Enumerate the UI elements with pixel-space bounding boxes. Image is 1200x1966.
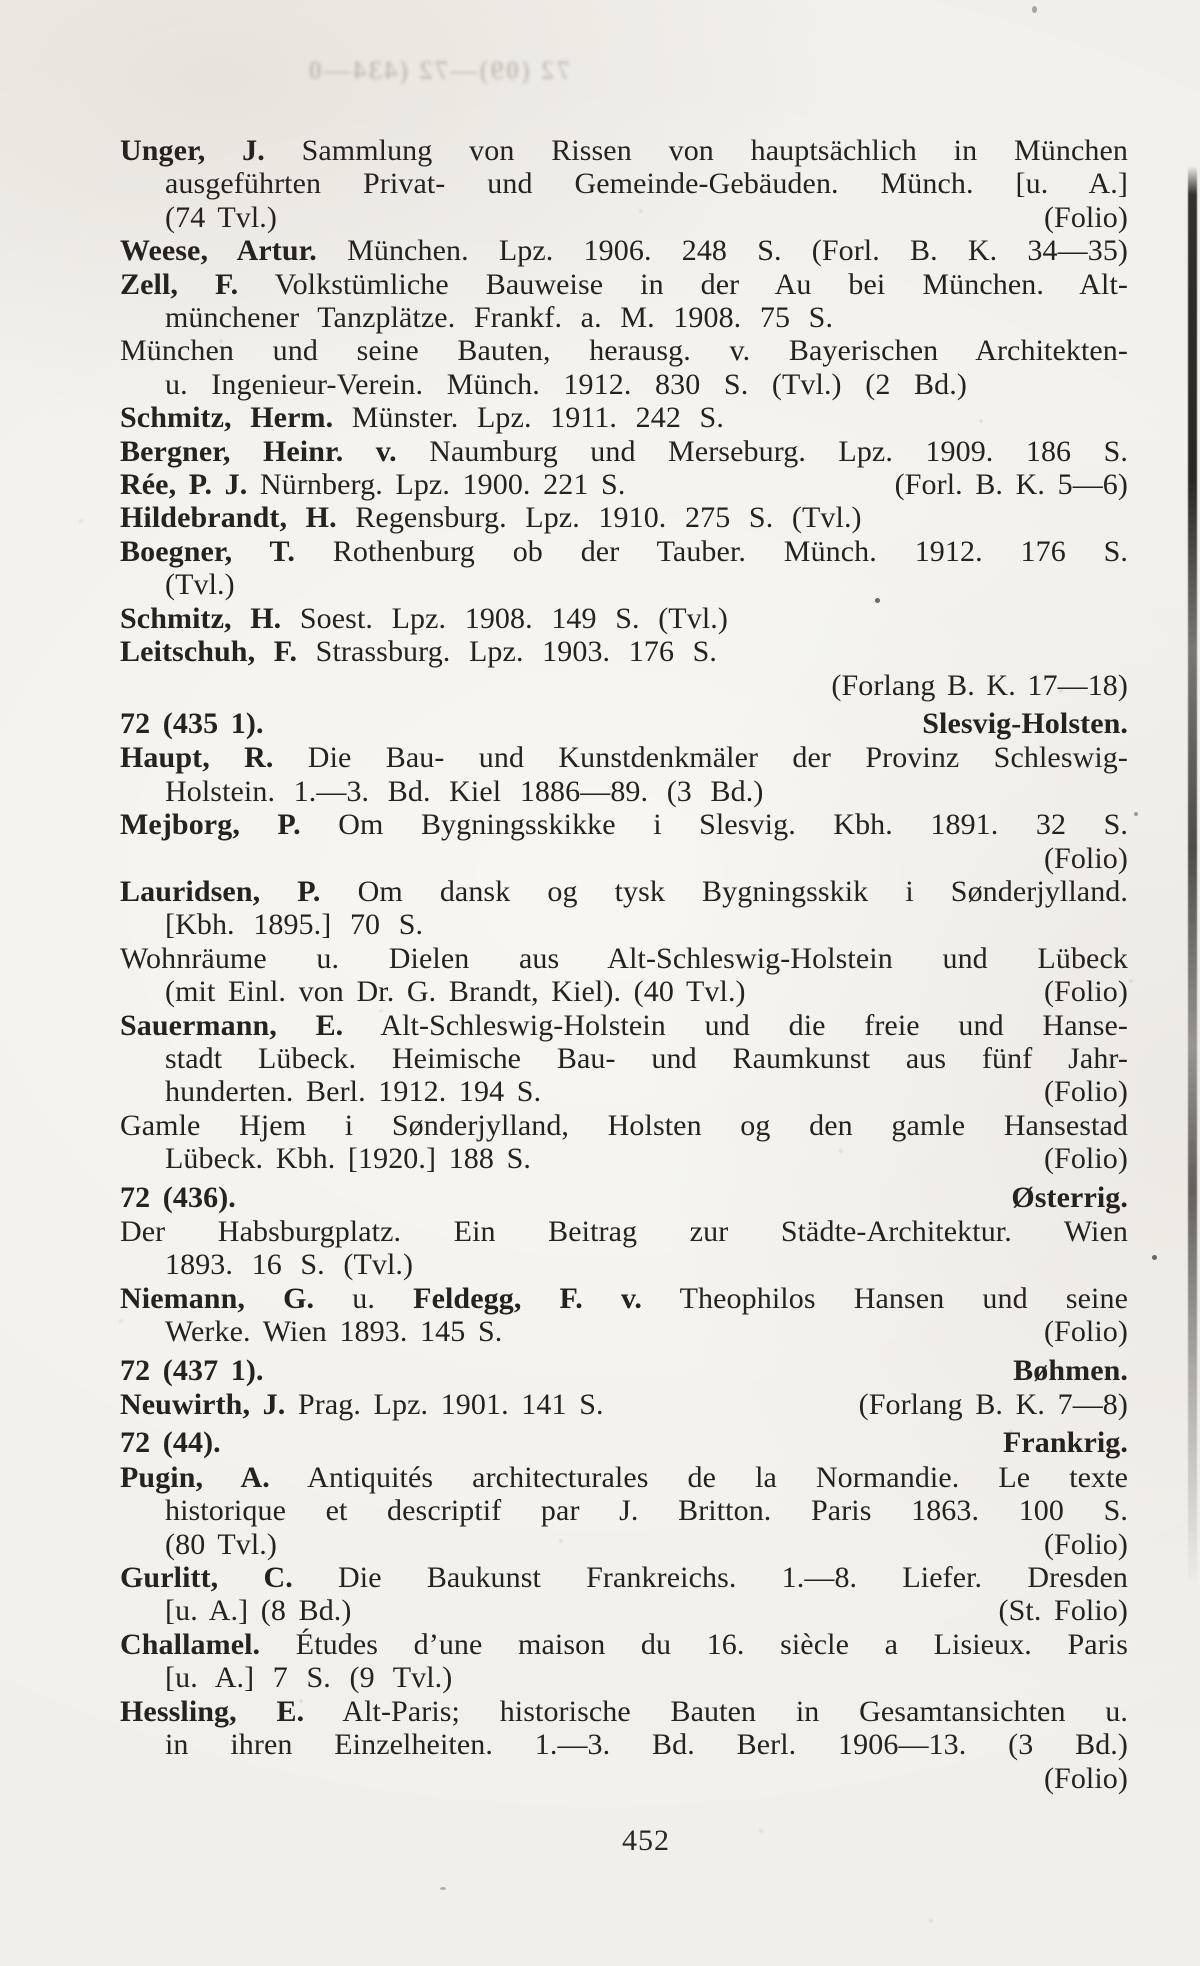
author-name: Gurlitt, C. — [120, 1561, 293, 1595]
entry-leitschuh-line-1 — [120, 635, 1128, 668]
entry-habsburgplatz-line-1 — [120, 1215, 1128, 1248]
entry-unger-line-2 — [120, 167, 1128, 200]
entry-text: (mit Einl. von Dr. G. Brandt, Kiel). (40 Tvl.) — [165, 975, 746, 1009]
section-boehmen — [120, 1354, 1128, 1387]
format-note: (Forl. B. K. 5—6) — [894, 468, 1128, 502]
entry-mejborg-line-1 — [120, 808, 1128, 841]
entry-lauridsen-line-1 — [120, 875, 1128, 908]
entry-text: Die Bau- und Kunstdenkmäler der Provinz Schleswig- — [273, 741, 1128, 775]
format-note: (Folio) — [1043, 1527, 1128, 1561]
scan-edge-artifact — [1188, 166, 1197, 1586]
entry-gamle-hjem-line-2 — [120, 1142, 1128, 1175]
format-note: (Folio) — [1043, 1315, 1128, 1349]
entry-pugin-line-3 — [120, 1528, 1128, 1561]
entry-text: Werke. Wien 1893. 145 S. — [165, 1315, 503, 1349]
author-name: Boegner, T. — [120, 534, 295, 568]
entry-text: Rothenburg ob der Tauber. Münch. 1912. 176 S. — [294, 534, 1129, 568]
author-name: Feldegg, F. v. — [413, 1281, 643, 1315]
section-region-label: Frankrig. — [1002, 1426, 1128, 1460]
entry-challamel-line-2 — [120, 1661, 1128, 1694]
author-name: Zell, F. — [120, 267, 239, 301]
line-left-part — [165, 1528, 277, 1561]
line-left-part — [120, 707, 264, 740]
entry-text: Regensburg. Lpz. 1910. 275 S. (Tvl.) — [336, 501, 862, 535]
entry-hessling-line-1 — [120, 1695, 1128, 1728]
entry-wohnraeume-line-2 — [120, 975, 1128, 1008]
format-note: (Folio) — [1043, 200, 1128, 234]
entry-text: ausgeführten Privat- und Gemeinde-Gebäuden. Münch. [u. A.] — [165, 167, 1128, 201]
entry-hessling-line-2 — [120, 1728, 1128, 1761]
entry-text: Prag. Lpz. 1901. 141 S. — [285, 1388, 604, 1422]
entry-unger-line-3 — [120, 201, 1128, 234]
entry-text: (Folio) — [1043, 841, 1128, 875]
section-shelfmark: 72 (435 1). — [120, 706, 264, 740]
section-region-label: Slesvig-Holsten. — [922, 706, 1128, 740]
entry-text: Der Habsburgplatz. Ein Beitrag zur Städte-Architektur. Wien — [120, 1215, 1128, 1248]
line-left-part — [165, 975, 746, 1008]
scan-speck — [1032, 6, 1037, 13]
author-name: Hildebrandt, H. — [120, 501, 337, 535]
section-region-label: Østerrig. — [1011, 1180, 1128, 1214]
entry-lauridsen-line-2 — [120, 908, 1128, 941]
entry-challamel-line-1 — [120, 1628, 1128, 1661]
entry-text: (Folio) — [1043, 1761, 1128, 1795]
section-region-label: Bøhmen. — [1013, 1353, 1128, 1387]
line-left-part — [165, 201, 277, 234]
author-name: Lauridsen, P. — [120, 874, 321, 908]
format-note: (Folio) — [1043, 1075, 1128, 1109]
entry-text: Sammlung von Rissen von hauptsächlich in München — [264, 134, 1128, 167]
entry-text: Om dansk og tysk Bygningsskik i Sønderjylland. — [320, 874, 1129, 908]
entry-text: Nürnberg. Lpz. 1900. 221 S. — [247, 468, 626, 502]
entry-text: Volkstümliche Bauweise in der Au bei München. Alt- — [238, 267, 1128, 301]
entry-neuwirth — [120, 1388, 1128, 1421]
author-name: Weese, Artur. — [120, 234, 317, 268]
entry-niemann-line-2 — [120, 1315, 1128, 1348]
scan-speck — [1152, 1255, 1157, 1260]
author-name: Leitschuh, F. — [120, 635, 298, 669]
author-name: Pugin, A. — [120, 1460, 270, 1494]
entry-wohnraeume-line-1 — [120, 942, 1128, 975]
entry-text: Münster. Lpz. 1911. 242 S. — [333, 401, 724, 435]
entry-gurlitt-line-1 — [120, 1561, 1128, 1594]
line-left-part — [120, 1181, 236, 1214]
entry-text: (Tvl.) — [165, 568, 235, 602]
author-name: Haupt, R. — [120, 741, 274, 775]
entry-haupt-line-1 — [120, 741, 1128, 774]
author-name: Neuwirth, J. — [120, 1388, 286, 1422]
format-note: (Folio) — [1043, 1142, 1128, 1176]
entry-text: Holstein. 1.—3. Bd. Kiel 1886—89. (3 Bd.) — [165, 774, 764, 808]
author-name: Schmitz, H. — [120, 601, 282, 635]
format-note: (Forlang B. K. 7—8) — [858, 1388, 1128, 1422]
entry-hessling-line-3 — [120, 1762, 1128, 1795]
author-name: Unger, J. — [120, 134, 265, 167]
author-name: Schmitz, Herm. — [120, 401, 334, 435]
scan-speck — [1134, 812, 1138, 816]
entry-text: historique et descriptif par J. Britton. Paris 1863. 100 S. — [165, 1494, 1128, 1528]
entry-schmitz-herm — [120, 401, 1128, 434]
entry-sauermann-line-1 — [120, 1009, 1128, 1042]
entry-text: 1893. 16 S. (Tvl.) — [165, 1248, 414, 1282]
entry-muenchen-bauten-line-1 — [120, 334, 1128, 367]
entry-niemann-line-1 — [120, 1282, 1128, 1315]
entry-bergner — [120, 435, 1128, 468]
author-name: Mejborg, P. — [120, 808, 301, 842]
entry-schmitz-h — [120, 602, 1128, 635]
entry-text: München. Lpz. 1906. 248 S. (Forl. B. K. 34—35) — [316, 234, 1129, 268]
entry-text: Soest. Lpz. 1908. 149 S. (Tvl.) — [281, 601, 728, 635]
entry-text: Gamle Hjem i Sønderjylland, Holsten og den gamle Hansestad — [120, 1108, 1128, 1142]
entry-boegner-line-1 — [120, 535, 1128, 568]
line-left-part — [120, 1388, 604, 1421]
entry-weese — [120, 234, 1128, 267]
entry-pugin-line-1 — [120, 1461, 1128, 1494]
entry-sauermann-line-3 — [120, 1075, 1128, 1108]
entry-text: (74 Tvl.) — [165, 200, 277, 234]
scan-speck — [875, 598, 880, 603]
author-name: Challamel. — [120, 1627, 261, 1661]
entry-text: [Kbh. 1895.] 70 S. — [165, 908, 424, 942]
entry-text: Antiquités architecturales de la Normandie. Le texte — [269, 1460, 1128, 1494]
section-shelfmark: 72 (437 1). — [120, 1353, 264, 1387]
page-text — [120, 134, 1128, 1795]
entry-hildebrandt — [120, 501, 1128, 534]
entry-zell-line-1 — [120, 268, 1128, 301]
entry-text: Alt-Schleswig-Holstein und die freie und Hanse- — [343, 1008, 1128, 1042]
paper-noise — [0, 0, 2, 2]
format-note: (St. Folio) — [998, 1594, 1128, 1628]
scan-speck — [440, 1887, 446, 1890]
page-number: 452 — [622, 1824, 670, 1857]
entry-ree — [120, 468, 1128, 501]
entry-text: u. — [314, 1281, 414, 1315]
line-left-part — [165, 1075, 541, 1108]
entry-text: u. Ingenieur-Verein. Münch. 1912. 830 S. (Tvl.) (2 Bd.) — [165, 367, 967, 401]
line-left-part — [165, 1594, 351, 1627]
entry-text: stadt Lübeck. Heimische Bau- und Raumkunst aus fünf Jahr- — [165, 1041, 1128, 1075]
entry-text: Alt-Paris; historische Bauten in Gesamtansichten u. — [304, 1694, 1128, 1728]
line-left-part — [165, 1315, 502, 1348]
entry-text: Die Baukunst Frankreichs. 1.—8. Liefer. Dresden — [292, 1561, 1128, 1595]
format-note: (Folio) — [1043, 975, 1128, 1009]
entry-leitschuh-line-2 — [120, 669, 1128, 702]
section-oesterrig — [120, 1181, 1128, 1214]
entry-zell-line-2 — [120, 301, 1128, 334]
entry-text: münchener Tanzplätze. Frankf. a. M. 1908. 75 S. — [165, 301, 834, 335]
author-name: Rée, P. J. — [120, 468, 248, 502]
author-name: Hessling, E. — [120, 1694, 305, 1728]
entry-muenchen-bauten-line-2 — [120, 368, 1128, 401]
entry-text: in ihren Einzelheiten. 1.—3. Bd. Berl. 1906—13. (3 Bd.) — [165, 1728, 1128, 1762]
line-left-part — [165, 1142, 531, 1175]
section-frankrig — [120, 1426, 1128, 1459]
entry-text: Theophilos Hansen und seine — [642, 1281, 1129, 1315]
entry-text: [u. A.] (8 Bd.) — [165, 1594, 352, 1628]
author-name: Bergner, Heinr. v. — [120, 434, 397, 468]
entry-habsburgplatz-line-2 — [120, 1248, 1128, 1281]
entry-boegner-line-2 — [120, 568, 1128, 601]
entry-text: [u. A.] 7 S. (9 Tvl.) — [165, 1661, 453, 1695]
author-name: Niemann, G. — [120, 1281, 315, 1315]
ghost-bleedthrough-text: 72 (09)—72 (434—0 — [306, 55, 570, 85]
entry-text: Om Bygningsskikke i Slesvig. Kbh. 1891. 32 S. — [300, 808, 1128, 842]
author-name: Sauermann, E. — [120, 1008, 344, 1042]
section-slesvig-holsten — [120, 707, 1128, 740]
entry-gamle-hjem-line-1 — [120, 1109, 1128, 1142]
line-left-part — [120, 468, 625, 501]
entry-pugin-line-2 — [120, 1494, 1128, 1527]
entry-unger-line-1 — [120, 134, 1128, 167]
entry-text: Études d’une maison du 16. siècle a Lisieux. Paris — [260, 1627, 1128, 1661]
entry-text: München und seine Bauten, herausg. v. Bayerischen Architekten- — [120, 334, 1128, 368]
entry-text: Strassburg. Lpz. 1903. 176 S. — [297, 635, 718, 669]
entry-sauermann-line-2 — [120, 1042, 1128, 1075]
entry-text: (Forlang B. K. 17—18) — [831, 668, 1128, 702]
entry-text: (80 Tvl.) — [165, 1527, 277, 1561]
entry-text: Wohnräume u. Dielen aus Alt-Schleswig-Holstein und Lübeck — [120, 941, 1128, 975]
section-shelfmark: 72 (44). — [120, 1426, 221, 1460]
entry-text: Lübeck. Kbh. [1920.] 188 S. — [165, 1142, 531, 1176]
section-shelfmark: 72 (436). — [120, 1180, 236, 1214]
entry-text: Naumburg und Merseburg. Lpz. 1909. 186 S. — [396, 434, 1128, 468]
line-left-part — [120, 1426, 221, 1459]
entry-text: hunderten. Berl. 1912. 194 S. — [165, 1075, 542, 1109]
entry-mejborg-line-2 — [120, 842, 1128, 875]
line-left-part — [120, 1354, 264, 1387]
entry-haupt-line-2 — [120, 775, 1128, 808]
entry-gurlitt-line-2 — [120, 1594, 1128, 1627]
